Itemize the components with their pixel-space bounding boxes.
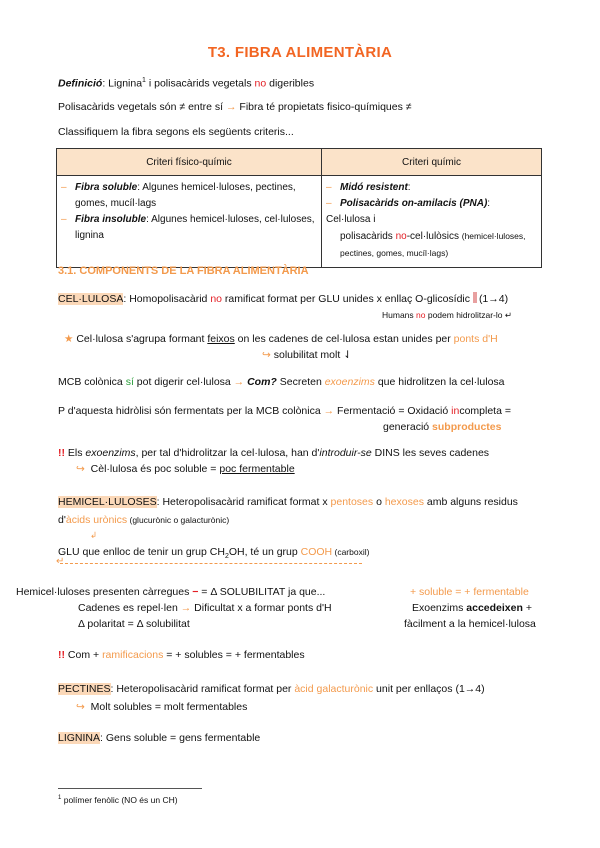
poc-a: Cèl·lulosa és poc soluble =: [90, 463, 220, 475]
fibra-soluble-label: Fibra soluble: [75, 182, 138, 193]
acids-small: (glucurònic o galacturònic): [127, 515, 230, 525]
charges-b: =: [198, 586, 211, 598]
intro-line-2: [58, 101, 412, 113]
mcb-com: Com?: [247, 376, 277, 388]
right-2c: +: [522, 602, 532, 614]
pna-cont: [326, 228, 537, 245]
ferm-in: in: [451, 405, 460, 417]
star-line: [64, 333, 498, 345]
pna-cont-b: -cel·lulòsics: [406, 231, 462, 242]
return-arrow-icon: ↵: [504, 310, 512, 320]
hemi-line: [58, 496, 518, 508]
glu-line: [58, 546, 369, 560]
bracket-mark: [473, 292, 477, 303]
right-2b: accedeixen: [466, 602, 523, 614]
cellulosa-text-a: : Homopolisacàrid: [123, 293, 211, 305]
section-heading: 3.1. COMPONENTS DE LA FIBRA ALIMENTÀRIA: [58, 265, 309, 277]
polar-line: Δ polaritat = Δ solubilitat: [78, 618, 190, 630]
dash-icon: –: [326, 198, 332, 209]
cellulosa-note: [382, 310, 512, 321]
fibra-insoluble-label: Fibra insoluble: [75, 214, 147, 225]
pna-cont-a: polisacàrids: [340, 231, 396, 242]
repel-b: Dificultat x a formar ponts d'H: [191, 602, 332, 614]
warn-a: Els: [65, 447, 86, 459]
definition-no: no: [254, 77, 267, 90]
poc-b: poc fermentable: [219, 463, 295, 475]
mcb-line: [58, 376, 505, 388]
footnote-ref: 1: [142, 77, 146, 84]
right-note-3: fàcilment a la hemicel·lulosa: [404, 618, 536, 630]
star-icon: ★: [64, 333, 74, 345]
pna-small: (hemicel·luloses,: [461, 231, 526, 241]
definition-text: : Lignina: [102, 77, 143, 90]
pectines-line: [58, 683, 485, 695]
pectines-bond: (1→4): [455, 683, 485, 695]
table-header-physchem: Criteri físico-químic: [57, 149, 322, 176]
arrow-icon: →: [323, 405, 335, 417]
arrow-icon: →: [180, 602, 192, 614]
cellulosa-no: no: [210, 293, 222, 305]
footnote-sup: 1: [58, 795, 62, 802]
feixos: feixos: [207, 333, 235, 345]
poc-line: [76, 463, 295, 475]
ram-c: = + solubles = + fermentables: [163, 649, 305, 661]
hemi-label: HEMICEL·LULOSES: [58, 496, 157, 508]
footnote-divider: [58, 788, 202, 789]
mido-resistent-text: :: [407, 182, 411, 193]
definition-label: Definició: [58, 77, 103, 90]
mcb-c: Secreten: [276, 376, 325, 388]
charges-a: Hemicel·luloses presenten càrregues: [16, 586, 193, 598]
ferm-a: P d'aquesta hidròlisi són fermentats per la MCB colònica: [58, 405, 324, 417]
pentoses: pentoses: [330, 496, 374, 508]
intro-text-a: Polisacàrids vegetals són ≠ entre sí: [58, 101, 224, 113]
footnote: [58, 795, 178, 805]
pna-label: Polisacàrids on-amilacis (PNA): [340, 198, 488, 209]
note-a: Humans: [382, 310, 417, 320]
dash-icon: –: [61, 214, 67, 225]
right-2a: Exoenzims: [412, 602, 467, 614]
table-cell-left: [57, 176, 322, 268]
mcb-d: que hidrolitzen la cel·lulosa: [374, 376, 505, 388]
sol-text: solubilitat molt: [273, 349, 341, 361]
cellulosa-line: [58, 292, 508, 305]
right-note-2: [412, 602, 532, 614]
dashed-connector: [60, 563, 362, 564]
pna-text: : Cel·lulosa i: [326, 198, 491, 225]
acids-uronics: àcids urònics: [65, 514, 128, 526]
connector-arrow-icon: ↵: [56, 556, 65, 567]
hemi-line-2: [58, 514, 229, 526]
ferm-b: Fermentació = Oxidació: [334, 405, 452, 417]
hemi-d: d': [58, 514, 66, 526]
charges-c: Δ SOLUBILITAT ja que...: [210, 586, 326, 598]
pna-no: no: [395, 231, 407, 242]
ferm-sub: subproductes: [432, 421, 502, 433]
ram-a: Com +: [65, 649, 103, 661]
fibra-insoluble-text: : Algunes hemicel·luloses, cel·luloses,: [146, 214, 315, 225]
hemi-text-a: : Heteropolisacàrid ramificat format x: [156, 496, 331, 508]
mcb-b: pot digerir cel·lulosa: [133, 376, 234, 388]
arrow-icon: →: [233, 376, 245, 388]
fibra-soluble-cont: gomes, mucíl·lags: [75, 198, 157, 209]
mcb-si: sí: [125, 376, 134, 388]
cellulosa-text-b: ramificat format per GLU unides x enllaç O-glicosídic: [222, 293, 473, 305]
down-arrow-icon: ⇃: [343, 349, 352, 361]
warn-intro: introduir-se: [319, 447, 372, 459]
right-note-1: + soluble = + fermentable: [410, 586, 529, 598]
hemi-o: o: [373, 496, 385, 508]
hemi-text-b: amb alguns residus: [423, 496, 518, 508]
warn-exo: exoenzims: [85, 447, 136, 459]
mido-resistent-label: Midó resistent: [340, 182, 408, 193]
mcb-a: MCB colònica: [58, 376, 126, 388]
table-cell-right: [322, 176, 542, 268]
criteria-table: [56, 148, 542, 268]
lignina-label: LIGNINA: [58, 732, 101, 744]
hook-arrow-icon: ↪: [76, 463, 85, 475]
warn-c: DINS les seves cadenes: [371, 447, 490, 459]
pectines-a: : Heteropolisacàrid ramificat format per: [110, 683, 295, 695]
warn-b: , per tal d'hidrolitzar la cel·lulosa, han d': [135, 447, 320, 459]
dash-icon: –: [61, 182, 67, 193]
definition-text-3: digeribles: [266, 77, 315, 90]
fibra-soluble-text: : Algunes hemicel·luloses, pectines,: [137, 182, 296, 193]
note-b: podem hidrolitzar-lo: [425, 310, 503, 320]
repel-line: [78, 602, 332, 614]
cellulosa-bond: (1→4): [478, 293, 509, 305]
warn-icon: !!: [58, 447, 65, 459]
intro-line-3: Classifiquem la fibra segons els següents criteris...: [58, 126, 294, 138]
ram-b: ramificacions: [102, 649, 164, 661]
pectines-sub: [76, 701, 247, 713]
star-text-b: on les cadenes de cel·lulosa estan unides per: [234, 333, 454, 345]
intro-text-b: Fibra té propietats fisico-químiques ≠: [236, 101, 412, 113]
solubility-line: [262, 349, 352, 361]
glu-b: OH, té un grup: [228, 546, 301, 558]
glu-small: (carboxil): [332, 547, 370, 557]
page-title: T3. FIBRA ALIMENTÀRIA: [207, 44, 393, 61]
lignina-text: : Gens soluble = gens fermentable: [100, 732, 261, 744]
down-return-icon: ↲: [90, 530, 98, 540]
pna-cont-2: pectines, gomes, mucíl·lags): [340, 248, 449, 258]
hook-arrow-icon: ↪: [262, 349, 271, 361]
pectines-acid: àcid galacturònic: [294, 683, 374, 695]
cellulosa-label: CEL·LULOSA: [58, 293, 124, 305]
glu-a: GLU que enlloc de tenir un grup CH: [58, 546, 225, 558]
dash-icon: –: [326, 182, 332, 193]
note-no: no: [416, 310, 426, 320]
table-header-chem: Criteri químic: [322, 149, 542, 176]
charges-line: [16, 586, 325, 598]
definition-line: [58, 77, 314, 90]
star-text-a: Cel·lulosa s'agrupa formant: [76, 333, 208, 345]
ferm-line: [58, 405, 511, 417]
ponts-h: ponts d'H: [453, 333, 498, 345]
pectines-b: unit per enllaços: [373, 683, 456, 695]
ferm-c: completa =: [459, 405, 511, 417]
arrow-icon: →: [226, 101, 237, 113]
glu-sub: 2: [224, 553, 229, 561]
hexoses: hexoses: [384, 496, 424, 508]
lignina-line: [58, 732, 260, 744]
cooh: COOH: [300, 546, 333, 558]
hook-arrow-icon: ↪: [76, 701, 85, 713]
pectines-label: PECTINES: [58, 683, 111, 695]
repel-a: Cadenes es repel·len: [78, 602, 181, 614]
footnote-text: polímer fenòlic (NO és un CH): [63, 795, 178, 805]
pectines-sub-text: Molt solubles = molt fermentables: [90, 701, 248, 713]
charges-minus: −: [192, 586, 199, 598]
warn-line: [58, 447, 489, 459]
warn-icon: !!: [58, 649, 65, 661]
ram-line: [58, 649, 305, 661]
ferm-line-2: [383, 421, 501, 433]
ferm-d: generació: [383, 421, 433, 433]
definition-text-2: i polisacàrids vegetals: [145, 77, 255, 90]
fibra-insoluble-cont: lignina: [75, 230, 104, 241]
mcb-exo: exoenzims: [324, 376, 375, 388]
